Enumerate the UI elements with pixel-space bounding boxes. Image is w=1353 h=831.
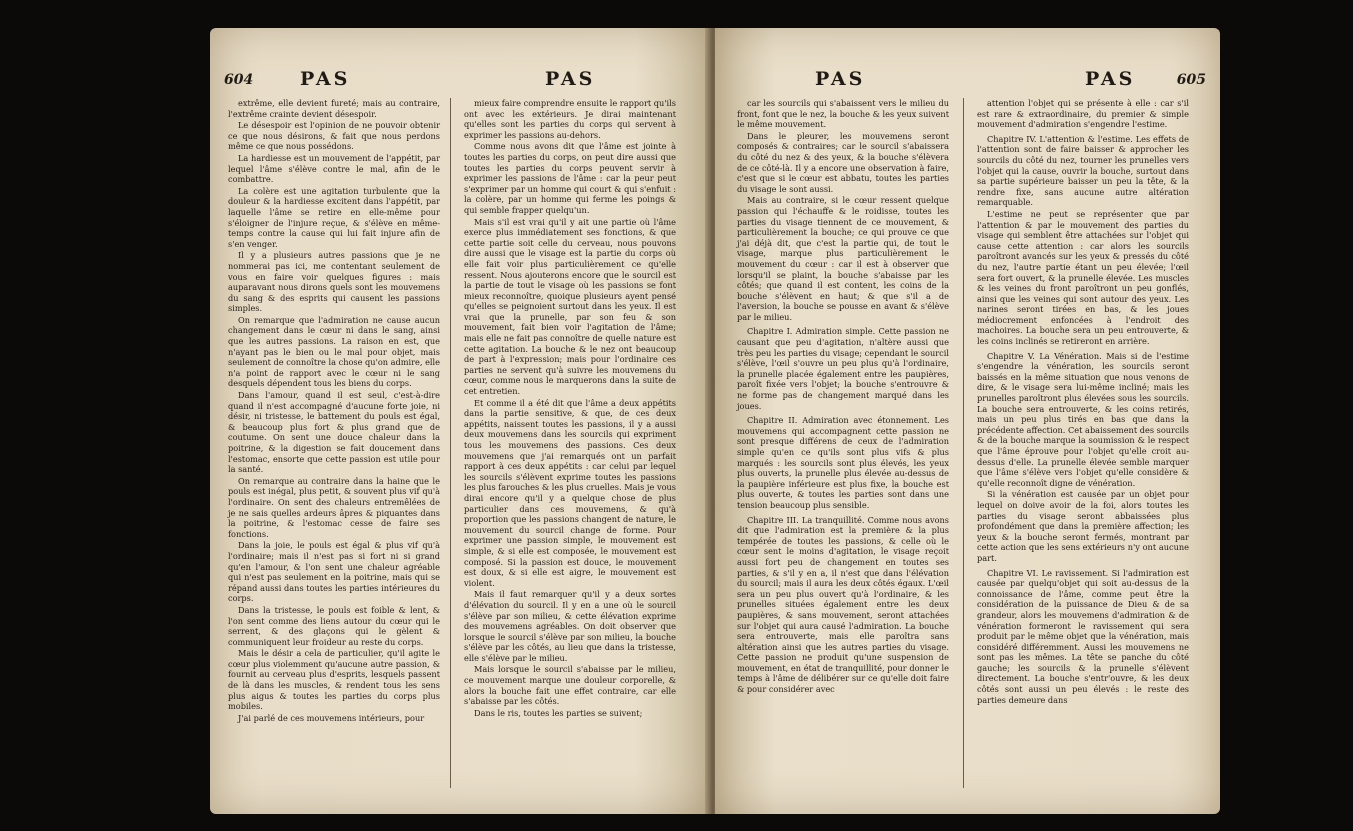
paragraph: Mais s'il est vrai qu'il y ait une partie où l'âme exerce plus immédiatement ses fonctions, & que cette partie soit celle du cerveau, nous pouvons dire aussi que le visage est la partie du corps où elle fait voir plus particulièrement ce qu'elle ressent. Nous ajouterons encore que le sourcil est la partie de tout le visage où les passions se font mieux reconnoître, quoique plusieurs ayent pensé qu'elles se peignoient surtout dans les yeux. Il est vrai que la prunelle, par son feu & son mouvement, fait bien voir l'agitation de l'âme; mais elle ne fait pas connoître de quelle nature est cette agitation. La bouche & le nez ont beaucoup de part à l'expression; mais pour l'ordinaire ces parties ne servent qu'à suivre les mouvemens du cœur, comme nous le marquerons dans la suite de cet entretien. xyxy=(464,216,676,397)
chapter-paragraph: Chapitre VI. Le ravissement. Si l'admiration est causée par quelqu'objet qui soit au-dessus de la connoissance de l'âme, comme peut être la considération de la puissance de Dieu & de sa grandeur, alors les mouvemens d'admiration & de vénération formeront le ravissement qui sera produit par le même objet que la vénération, mais considéré différemment. Aussi les mouvemens ne sont pas les mêmes. La tête se panche du côté gauche; les sourcils & la prunelle s'élèvent directement. La bouche s'entr'ouvre, & les deux côtés sont aussi un peu élevés : le reste des parties demeure dans xyxy=(977,567,1189,705)
right-page xyxy=(715,28,1220,814)
running-head: PAS xyxy=(815,68,866,90)
left-page xyxy=(210,28,710,814)
paragraph: Dans la tristesse, le pouls est foible & lent, & l'on sent comme des liens autour du cœur qui le serrent, & des glaçons qui le gèlent & communiquent leur froideur au reste du corps. xyxy=(228,604,440,647)
column-rule xyxy=(963,98,964,788)
chapter-paragraph: Chapitre III. La tranquillité. Comme nous avons dit que l'admiration est la première & la plus tempérée de toutes les passions, & celle où le cœur sent le moins d'agitation, le visage reçoit aussi fort peu de changement en toutes ses parties, & s'il y en a, il n'est que dans l'élévation du sourcil; mais il aura les deux côtés égaux. L'œil sera un peu plus ouvert qu'à l'ordinaire, & les prunelles situées également entre les deux paupières, & sans mouvement, seront attachées sur l'objet qui aura causé l'admiration. La bouche sera entrouverte, mais elle paroîtra sans altération ainsi que les autres parties du visage. Cette passion ne produit qu'une suspension de mouvement, en état de tranquillité, pour donner le temps à l'âme de délibérer sur ce qu'elle doit faire & pour considérer avec xyxy=(737,514,949,695)
left-page-header xyxy=(210,68,710,94)
paragraph: Dans la joie, le pouls est égal & plus vif qu'à l'ordinaire; mais il n'est pas si fort ni si grand qu'en l'amour, & l'on sent une chaleur agréable qui n'est pas seulement en la poitrine, mais qui se répand aussi dans toutes les parties intérieures du corps. xyxy=(228,540,440,604)
paragraph: Dans l'amour, quand il est seul, c'est-à-dire quand il n'est accompagné d'aucune forte joie, ni désir, ni tristesse, le battement du pouls est égal, & beaucoup plus fort & plus grand que de coutume. On sent une douce chaleur dans la poitrine, & la digestion se fait doucement dans l'estomac, ensorte que cette passion est utile pour la santé. xyxy=(228,390,440,475)
paragraph: Mais au contraire, si le cœur ressent quelque passion qui l'échauffe & le roidisse, toutes les parties du visage tiennent de ce mouvement, & particulièrement la bouche; ce qui prouve ce que j'ai déjà dit, que c'est la partie qui, de tout le visage, marque plus particulièrement le mouvement du cœur : car il est à observer que lorsqu'il se plaint, la bouche s'abaisse par les côtés; que quand il est content, les coins de la bouche s'élèvent en haut; & que s'il a de l'aversion, la bouche se pousse en avant & s'élève par le milieu. xyxy=(737,195,949,322)
paragraph: Mais lorsque le sourcil s'abaisse par le milieu, ce mouvement marque une douleur corporelle, & alors la bouche fait une effet contraire, car elle s'abaisse par les côtés. xyxy=(464,664,676,707)
paragraph: extrême, elle devient fureté; mais au contraire, l'extrême crainte devient désespoir. xyxy=(228,98,440,119)
paragraph: Dans le ris, toutes les parties se suivent; xyxy=(474,707,643,718)
paragraph: Si la vénération est causée par un objet pour lequel on doive avoir de la foi, alors toutes les parties du visage seront abbaissées plus profondément que dans la première affection; les yeux & la bouche seront fermés, montrant par cette action que les sens extérieurs n'y ont aucune part. xyxy=(977,489,1189,563)
running-head: PAS xyxy=(300,68,351,90)
text-column-2 xyxy=(977,98,1189,706)
chapter-paragraph: Chapitre IV. L'attention & l'estime. Les effets de l'attention sont de faire baisser & approcher les sourcils du côté du nez, tourner les prunelles vers l'objet qui la cause, ouvrir la bouche, surtout dans sa partie supérieure baisser un peu la tête, & la rendre fixe, sans aucune autre altération remarquable. xyxy=(977,133,1189,208)
right-page-header xyxy=(715,68,1220,94)
running-head: PAS xyxy=(545,68,596,90)
paragraph: attention l'objet qui se présente à elle : car s'il est rare & extraordinaire, du premier & simple mouvement d'admiration s'engendre l'estime. xyxy=(977,98,1189,130)
paragraph: On remarque au contraire dans la haine que le pouls est inégal, plus petit, & souvent plus vif qu'à l'ordinaire. On sent des chaleurs entremêlées de je ne sais quelles ardeurs âpres & piquantes dans la poitrine, & l'estomac cesse de faire ses fonctions. xyxy=(228,475,440,539)
page-number: 604 xyxy=(224,72,254,88)
paragraph: On remarque que l'admiration ne cause aucun changement dans le cœur ni dans le sang, ainsi que les autres passions. La raison en est, que n'ayant pas le bien ou le mal pour objet, mais seulement de connoître la chose qu'on admire, elle n'a point de rapport avec le cœur ni le sang desquels dépendent tous les biens du corps. xyxy=(228,314,441,389)
paragraph: La hardiesse est un mouvement de l'appétit, par lequel l'âme s'élève contre le mal, afin de le combattre. xyxy=(228,152,440,185)
paragraph: Mais le désir a cela de particulier, qu'il agite le cœur plus violemment qu'aucune autre passion, & fournit au cerveau plus d'esprits, lesquels passent de là dans les muscles, & rendent tous les sens plus aigus & toutes les parties du corps plus mobiles. xyxy=(228,648,440,712)
running-head: PAS xyxy=(1085,68,1136,90)
page-number: 605 xyxy=(1176,72,1206,88)
chapter-paragraph: Chapitre II. Admiration avec étonnement. Les mouvemens qui accompagnent cette passion ne sont presque différens de ceux de l'admiration simple qu'en ce qu'ils sont plus vifs & plus marqués : les sourcils sont plus élevés, les yeux plus ouverts, la prunelle plus élevée au-dessus de la paupière inférieure est plus fixe, la bouche est plus ouverte, & toutes les parties sont dans une tension beaucoup plus sensible. xyxy=(737,415,949,510)
paragraph: Dans le pleurer, les mouvemens seront composés & contraires; car le sourcil s'abaissera du côté du nez & des yeux, & la bouche s'élèvera de ce côté-là. Il y a encore une observation à faire, c'est que si le cœur est abbatu, toutes les parties du visage le sont aussi. xyxy=(737,130,949,194)
chapter-paragraph: Chapitre I. Admiration simple. Cette passion ne causant que peu d'agitation, n'altère aussi que très peu les parties du visage; cependant le sourcil s'élève, l'œil s'ouvre un peu plus qu'à l'ordinaire, la prunelle placée également entre les paupières, paroît fixée vers l'objet; la bouche s'entrouvre & ne forme pas de changement marqué dans les joues. xyxy=(737,326,949,411)
paragraph: Comme nous avons dit que l'âme est jointe à toutes les parties du corps, on peut dire aussi que toutes les parties du corps peuvent servir à exprimer les passions de l'âme : car la peur peut s'exprimer par un homme qui court & qui s'enfuit : la colère, par un homme qui ferme les poings & qui semble frapper quelqu'un. xyxy=(464,141,676,215)
paragraph: La colère est une agitation turbulente que la douleur & la hardiesse excitent dans l'appétit, par laquelle l'âme se retire en elle-même pour s'éloigner de l'injure reçue, & s'élève en même-temps contre la cause qui lui fait injure afin de s'en venger. xyxy=(228,185,440,249)
paragraph: J'ai parlé de ces mouvemens intérieurs, pour xyxy=(238,712,425,723)
paragraph: car les sourcils qui s'abaissent vers le milieu du front, font que le nez, la bouche & les yeux suivent le même mouvement. xyxy=(737,98,949,130)
paragraph: mieux faire comprendre ensuite le rapport qu'ils ont avec les extérieurs. Je dirai maintenant qu'elles sont les parties du corps qui servent à exprimer les passions au-dehors. xyxy=(464,98,677,140)
paragraph: L'estime ne peut se représenter que par l'attention & par le mouvement des parties du visage qui semblent être attachées sur l'objet qui cause cette attention : car alors les sourcils paroîtront avancés sur les yeux & pressés du côté du nez, l'autre partie étant un peu élevée; l'œil sera fort ouvert, & la prunelle élevée. Les muscles & les veines du front paroîtront un peu gonflés, ainsi que les veines qui sont autour des yeux. Les narines seront tirées en bas, & les joues médiocrement enfoncées à l'endroit des machoires. La bouche sera un peu entrouverte, & les coins inclinés se retireront en arrière. xyxy=(977,208,1189,347)
paragraph: Il y a plusieurs autres passions que je ne nommerai pas ici, me contentant seulement de vous en faire voir quelques figures : mais auparavant nous dirons quels sont les mouvemens du sang & des esprits qui causent les passions simples. xyxy=(228,250,440,314)
text-column-1 xyxy=(228,98,440,724)
paragraph: Et comme il a été dit que l'âme a deux appétits dans la partie sensitive, & que, de ces deux appétits, naissent toutes les passions, il y a aussi deux mouvemens dans les sourcils qui expriment tous les mouvemens des passions. Ces deux mouvemens que j'ai remarqués ont un parfait rapport à ces deux appétits : car celui par lequel les sourcils s'élèvent exprime toutes les passions les plus farouches & les plus cruelles. Mais je vous dirai encore qu'il y a quelque chose de plus particulier dans ces mouvemens, & qu'à proportion que les passions changent de nature, le mouvement du sourcil change de forme. Pour exprimer une passion simple, le mouvement est simple, & si elle est composée, le mouvement est composé. Si la passion est douce, le mouvement est doux, & si elle est aigre, le mouvement est violent. xyxy=(464,397,676,588)
text-column-1 xyxy=(737,98,949,696)
chapter-paragraph: Chapitre V. La Vénération. Mais si de l'estime s'engendre la vénération, les sourcils seront baissés en la même situation que nous venons de dire, & le visage sera lui-même incliné; mais les prunelles paroîtront plus élevées sous les sourcils. La bouche sera entrouverte, & les coins retirés, mais un peu plus tirés en bas que dans la précédente affection. Cet abaissement des sourcils & de la bouche marque la soumission & le respect que l'âme éprouve pour l'objet qu'elle croit au-dessus d'elle. La prunelle élevée semble marquer que l'âme s'élève vers l'objet qu'elle considère & qu'elle reconnoît digne de vénération. xyxy=(977,350,1189,488)
column-rule xyxy=(450,98,451,788)
book-spread xyxy=(210,28,1220,814)
paragraph: Mais il faut remarquer qu'il y a deux sortes d'élévation du sourcil. Il y en a une où le sourcil s'élève par son milieu, & cette élévation exprime des mouvemens agréables. On doit observer que lorsque le sourcil s'élève par son milieu, la bouche s'élève par les côtés, au lieu que dans la tristesse, elle s'élève par le milieu. xyxy=(464,589,676,663)
paragraph: Le désespoir est l'opinion de ne pouvoir obtenir ce que nous désirons, & fait que nous perdons même ce que nous possédons. xyxy=(228,120,440,152)
text-column-2 xyxy=(464,98,676,719)
